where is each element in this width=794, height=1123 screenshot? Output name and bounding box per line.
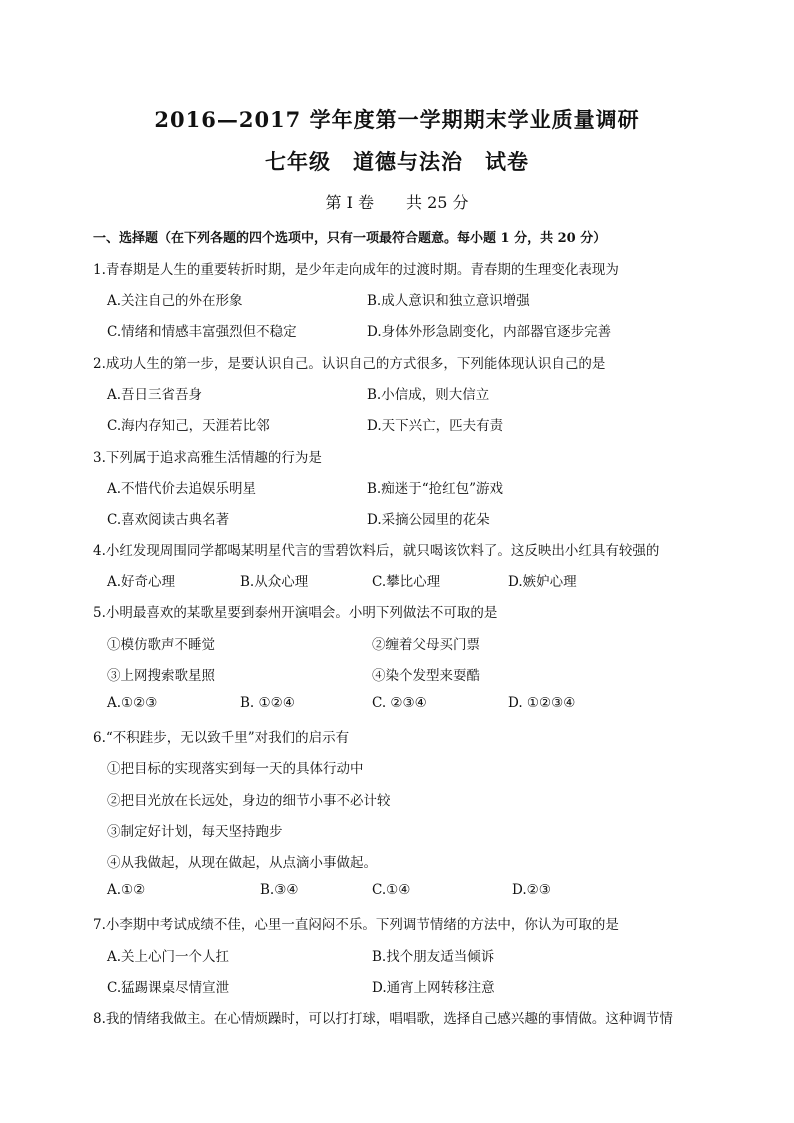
q7-option-c: C.猛踢课桌尽情宣泄	[107, 980, 230, 996]
section-heading: 一、选择题（在下列各题的四个选项中，只有一项最符合题意。每小题 1 分，共 20 分）	[93, 231, 607, 246]
question-7-stem: 7.小李期中考试成绩不佳，心里一直闷闷不乐。下列调节情绪的方法中，你认为可取的是	[93, 917, 619, 933]
q7-option-a: A.关上心门一个人扛	[107, 949, 230, 965]
q6-option-b: B.③④	[260, 882, 299, 898]
q6-item-1: ①把目标的实现落实到每一天的具体行动中	[107, 761, 364, 777]
q7-option-b: B.找个朋友适当倾诉	[372, 949, 495, 965]
q5-option-a: A.①②③	[107, 695, 158, 711]
q6-option-a: A.①②	[107, 882, 146, 898]
exam-subtitle: 七年级 道德与法治 试卷	[265, 149, 529, 174]
q2-option-a: A.吾日三省吾身	[107, 387, 203, 403]
question-2-stem: 2.成功人生的第一步，是要认识自己。认识自己的方式很多，下列能体现认识自己的是	[93, 356, 606, 372]
q1-option-a: A.关注自己的外在形象	[107, 293, 243, 309]
q5-item-2: ②缠着父母买门票	[372, 637, 480, 653]
question-1-stem: 1.青春期是人生的重要转折时期，是少年走向成年的过渡时期。青春期的生理变化表现为	[93, 262, 619, 278]
q3-option-c: C.喜欢阅读古典名著	[107, 512, 230, 528]
exam-title: 2016—2017 学年度第一学期期末学业质量调研	[154, 107, 640, 132]
q1-option-b: B.成人意识和独立意识增强	[367, 293, 530, 309]
q6-item-4: ④从我做起，从现在做起，从点滴小事做起。	[107, 855, 377, 871]
q3-option-b: B.痴迷于“抢红包”游戏	[367, 481, 504, 497]
q4-option-d: D.嫉妒心理	[508, 574, 577, 590]
question-5-stem: 5.小明最喜欢的某歌星要到泰州开演唱会。小明下列做法不可取的是	[93, 605, 498, 621]
q2-option-b: B.小信成，则大信立	[367, 387, 490, 403]
question-8-stem: 8.我的情绪我做主。在心情烦躁时，可以打打球，唱唱歌，选择自己感兴趣的事情做。这种调节情	[93, 1011, 673, 1027]
q6-item-3: ③制定好计划，每天坚持跑步	[107, 824, 283, 840]
q5-option-b: B. ①②④	[240, 695, 295, 711]
q2-option-d: D.天下兴亡，匹夫有责	[367, 418, 504, 434]
q5-item-4: ④染个发型来耍酷	[372, 668, 480, 684]
question-6-stem: 6.“不积跬步，无以致千里”对我们的启示有	[93, 730, 350, 746]
q1-option-c: C.情绪和情感丰富强烈但不稳定	[107, 324, 297, 340]
q2-option-c: C.海内存知己，天涯若比邻	[107, 418, 270, 434]
q6-item-2: ②把目光放在长远处，身边的细节小事不必计较	[107, 793, 391, 809]
q5-item-3: ③上网搜索歌星照	[107, 668, 215, 684]
q3-option-a: A.不惜代价去追娱乐明星	[107, 481, 257, 497]
question-4-stem: 4.小红发现周围同学都喝某明星代言的雪碧饮料后，就只喝该饮料了。这反映出小红具有较强的	[93, 543, 660, 559]
q3-option-d: D.采摘公园里的花朵	[367, 512, 490, 528]
part-header: 第 Ⅰ 卷 共 25 分	[325, 193, 469, 212]
q7-option-d: D.通宵上网转移注意	[372, 980, 495, 996]
q5-option-d: D. ①②③④	[508, 695, 576, 711]
q4-option-a: A.好奇心理	[107, 574, 176, 590]
q6-option-d: D.②③	[512, 882, 551, 898]
q5-option-c: C. ②③④	[372, 695, 427, 711]
q4-option-b: B.从众心理	[240, 574, 309, 590]
q5-item-1: ①模仿歌声不睡觉	[107, 637, 215, 653]
question-3-stem: 3.下列属于追求高雅生活情趣的行为是	[93, 450, 322, 466]
q1-option-d: D.身体外形急剧变化，内部器官逐步完善	[367, 324, 612, 340]
q6-option-c: C.①④	[372, 882, 411, 898]
q4-option-c: C.攀比心理	[372, 574, 441, 590]
